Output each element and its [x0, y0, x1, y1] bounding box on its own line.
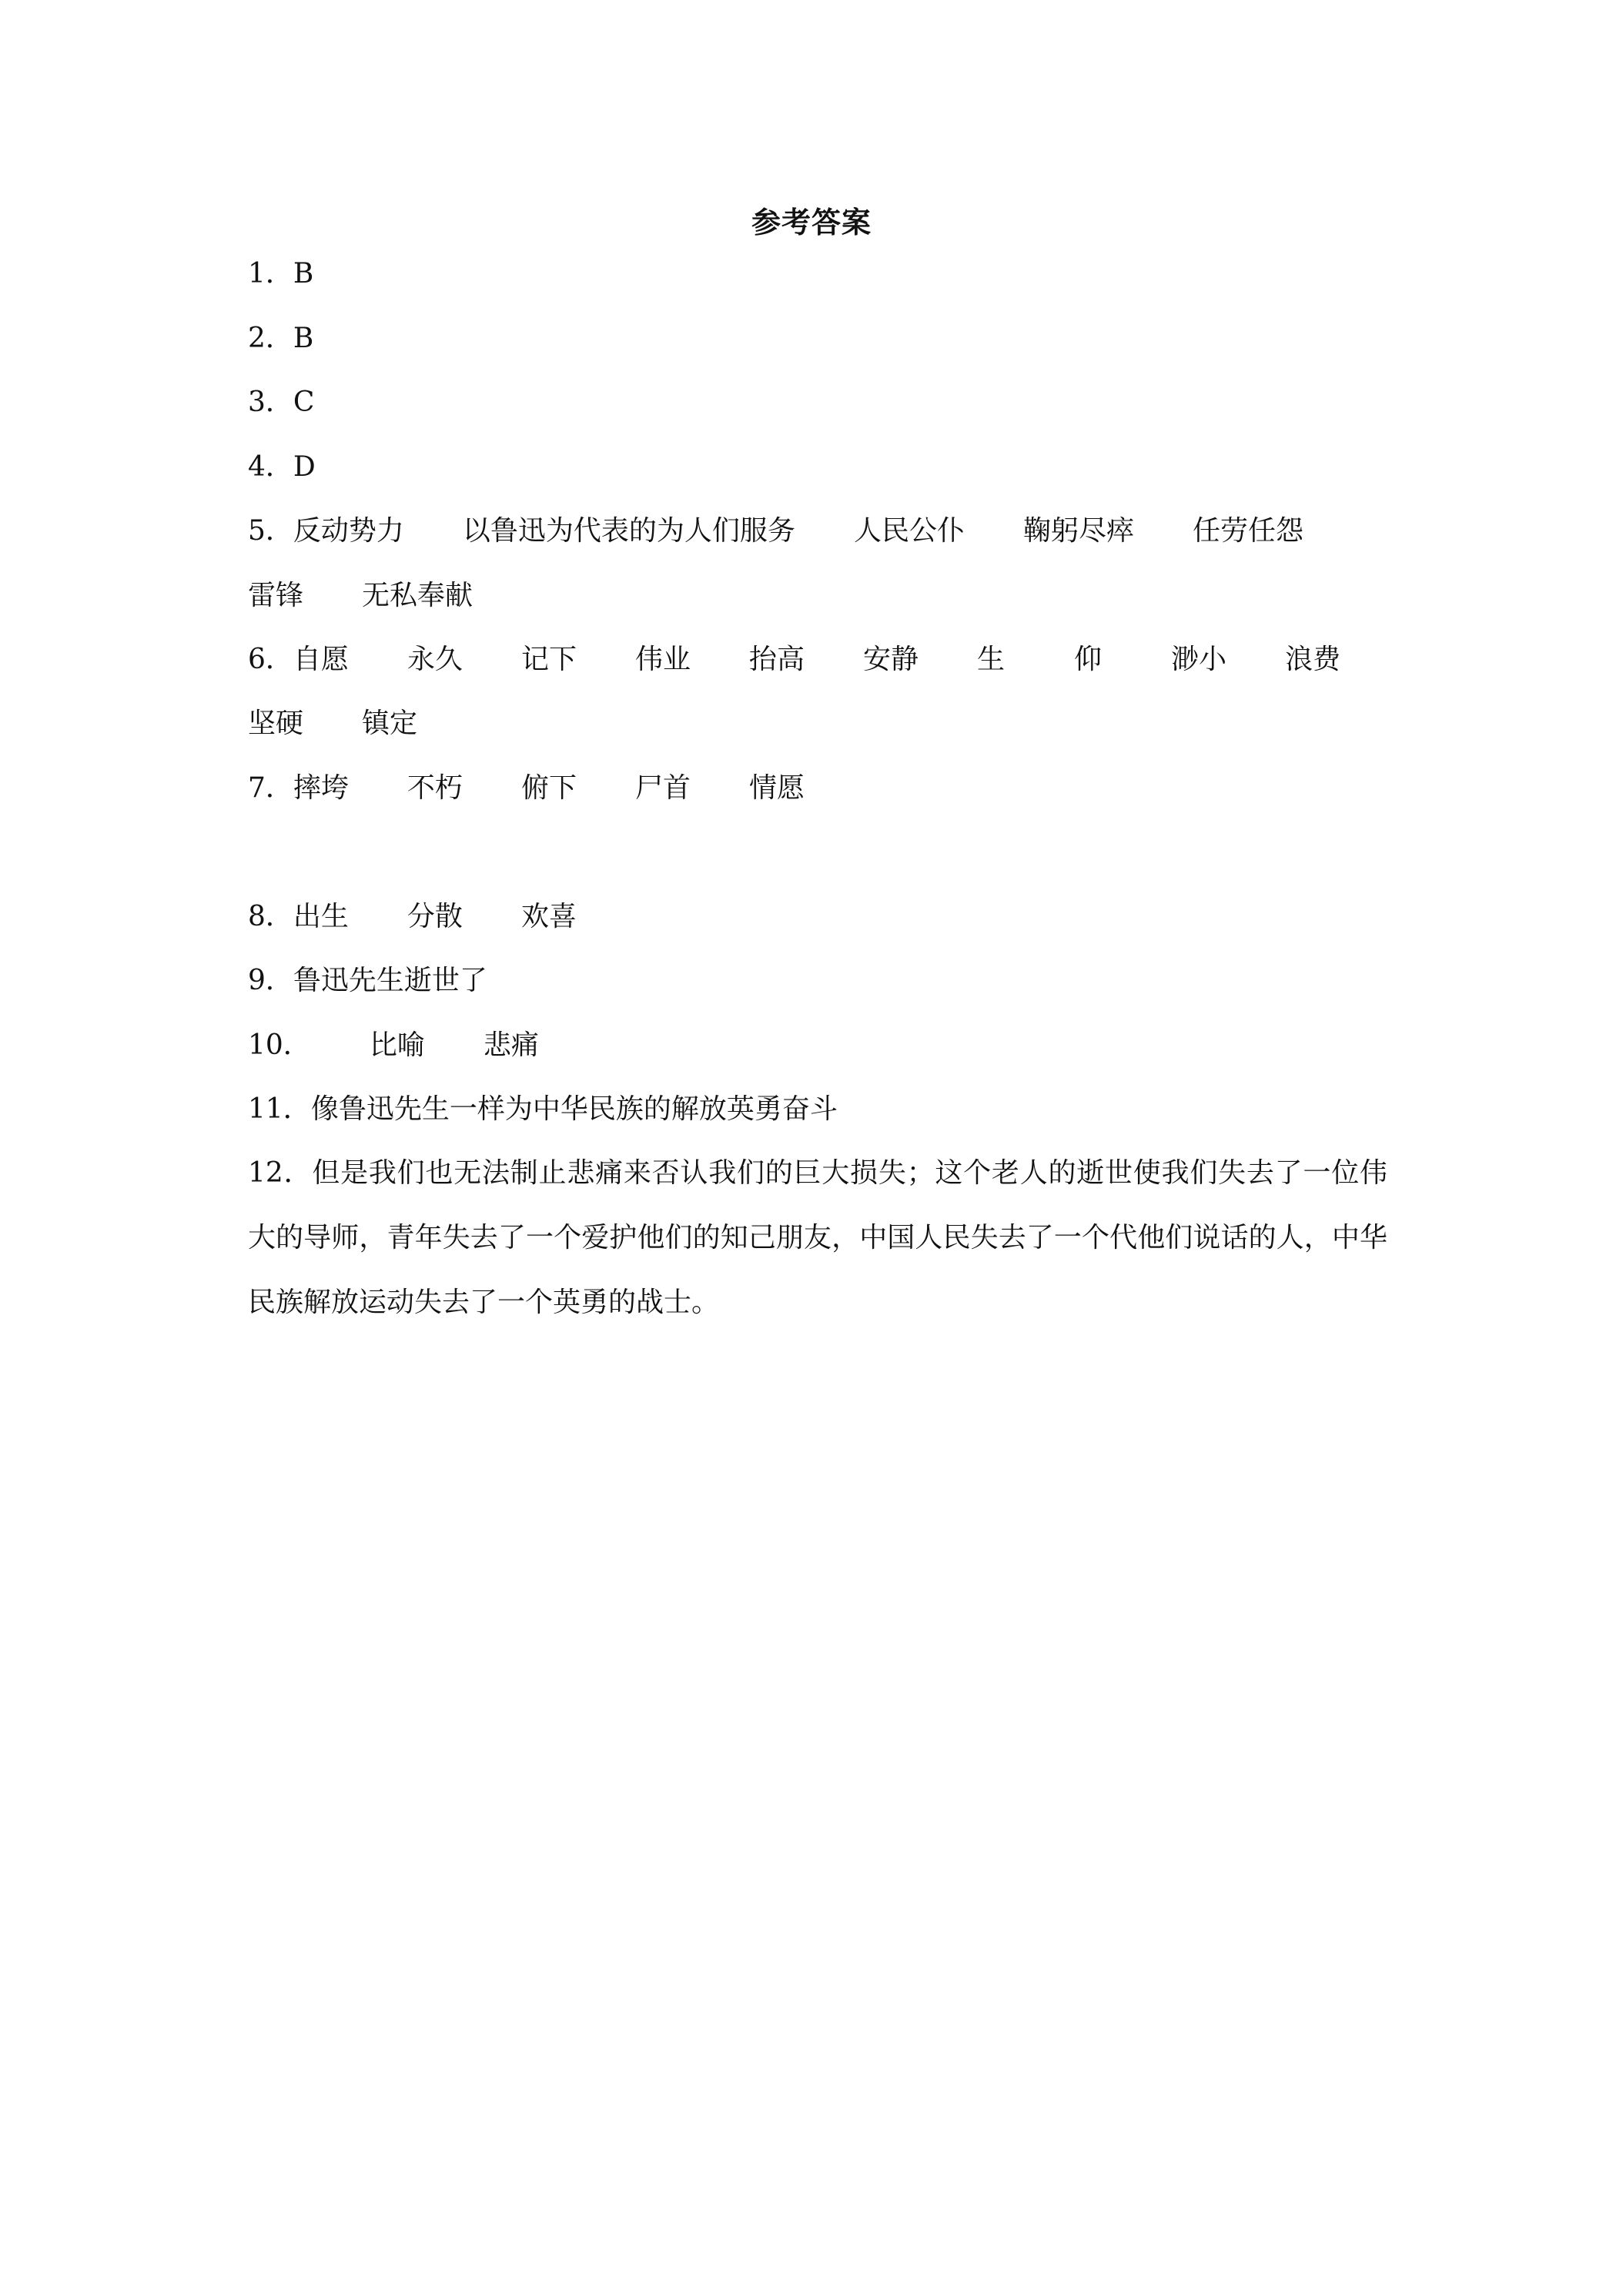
answer-2 — [248, 322, 313, 356]
answer-word: 自愿 — [293, 644, 349, 675]
answer-word: 任劳任怨 — [1192, 515, 1303, 547]
answer-number: 9． — [248, 965, 293, 996]
answer-11 — [248, 1093, 838, 1126]
answer-12 — [248, 1141, 1387, 1335]
answer-word: 反动势力 — [293, 515, 404, 547]
answer-text: 鲁迅先生逝世了 — [293, 965, 487, 996]
answer-6 — [248, 643, 1340, 677]
answer-text: C — [293, 387, 315, 418]
answer-4 — [248, 450, 316, 484]
answer-word: 尸首 — [634, 772, 691, 804]
answer-text: B — [293, 323, 314, 354]
answer-text: B — [293, 258, 314, 290]
page-title: 参考答案 — [751, 205, 872, 239]
answer-number: 12． — [248, 1157, 313, 1189]
answer-6-continued — [248, 707, 417, 741]
answer-number: 8． — [248, 901, 293, 932]
answer-word: 情愿 — [748, 772, 805, 804]
answer-word: 人民公仆 — [853, 515, 965, 547]
answer-word: 生 — [977, 644, 1006, 675]
answer-number: 6． — [248, 644, 293, 675]
answer-word: 安静 — [862, 644, 919, 675]
answer-word: 伟业 — [634, 644, 691, 675]
answer-word: 欢喜 — [520, 901, 577, 932]
answer-word: 不朽 — [407, 772, 463, 804]
answer-number: 5． — [248, 515, 293, 547]
answer-word: 永久 — [407, 644, 463, 675]
answer-word: 雷锋 — [248, 580, 304, 611]
answer-10 — [248, 1029, 539, 1063]
answer-word: 以鲁迅为代表的为人们服务 — [462, 515, 795, 547]
answer-word: 渺小 — [1171, 644, 1227, 675]
answer-number: 1． — [248, 258, 293, 290]
answer-number: 4． — [248, 451, 293, 483]
answer-8 — [248, 900, 577, 934]
answer-7 — [248, 771, 805, 805]
answer-text: 但是我们也无法制止悲痛来否认我们的巨大损失；这个老人的逝世使我们失去了一位伟大的导师，青年失去了一个爱护他们的知己朋友，中国人民失去了一个代他们说话的人，中华民族解放运动失去了一个英勇的战士。 — [248, 1157, 1387, 1318]
answer-word: 坚硬 — [248, 708, 304, 739]
answer-word: 无私奉献 — [362, 580, 474, 611]
answer-text: 像鲁迅先生一样为中华民族的解放英勇奋斗 — [310, 1093, 838, 1125]
answer-1 — [248, 257, 313, 291]
answer-number: 7． — [248, 772, 293, 804]
answer-word: 记下 — [520, 644, 577, 675]
answer-word: 浪费 — [1285, 644, 1341, 675]
answer-word: 分散 — [407, 901, 463, 932]
answer-word: 仰 — [1074, 644, 1103, 675]
answer-word: 出生 — [293, 901, 349, 932]
answer-9 — [248, 964, 487, 998]
answer-text: D — [293, 451, 316, 483]
answer-number: 3． — [248, 387, 293, 418]
answer-word: 俯下 — [520, 772, 577, 804]
answer-word: 鞠躬尽瘁 — [1022, 515, 1134, 547]
answer-number: 11． — [248, 1093, 311, 1125]
answer-word: 抬高 — [748, 644, 805, 675]
answer-word: 摔垮 — [293, 772, 349, 804]
answer-word: 悲痛 — [483, 1029, 539, 1061]
answer-word: 比喻 — [369, 1029, 425, 1061]
answer-5-continued — [248, 579, 473, 613]
answer-3 — [248, 386, 314, 420]
answer-5 — [248, 514, 1303, 548]
answer-word: 镇定 — [362, 708, 418, 739]
answer-number: 2． — [248, 323, 293, 354]
answer-number: 10． — [248, 1029, 311, 1061]
